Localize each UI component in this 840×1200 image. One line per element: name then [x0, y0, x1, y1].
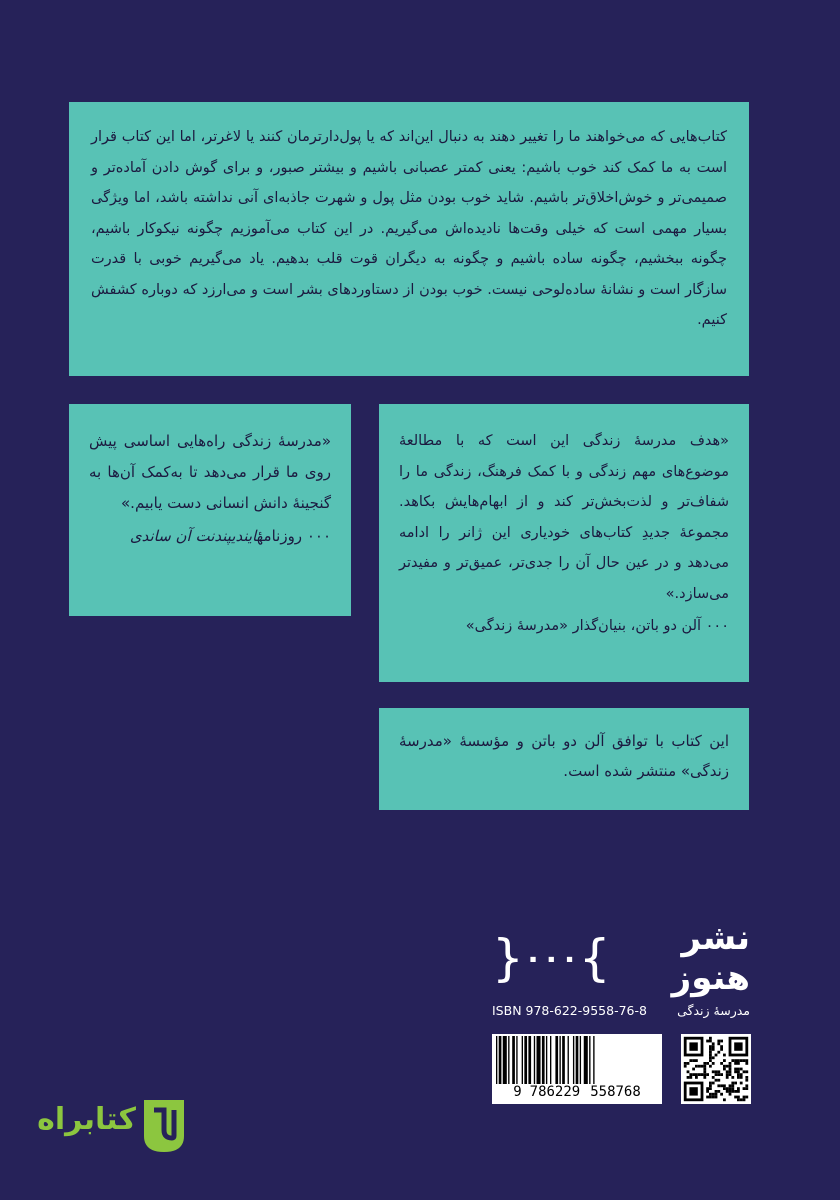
publication-notice-box	[379, 708, 749, 810]
barcode	[492, 1034, 662, 1104]
notice-text: این کتاب با توافق آلن دو باتن و مؤسسهٔ «مدرسهٔ زندگی» منتشر شده است.	[399, 732, 729, 780]
qr-code-icon	[681, 1034, 751, 1104]
bookmark-icon	[138, 1096, 190, 1156]
series-label: مدرسهٔ زندگی	[677, 1003, 750, 1018]
description-text: کتاب‌هایی که می‌خواهند ما را تغییر دهند به دنبال این‌اند که یا پول‌دارترمان کنند یا لاغرتر، اما این کتاب قرار است به ما کمک کند خوب باشیم: یعنی کمتر عصبانی باشیم و بیشتر صبور، و برای گوش دادن آماده‌تر و صمیمی‌تر و خوش‌اخلاق‌تر باشیم. شاید خوب بودن مثل پول و شهرت جاذبه‌ای آنی نداشته باشد، اما ویژگی بسیار مهمی است که خیلی وقت‌ها نادیده‌اش می‌گیریم. در این کتاب می‌آموزیم چگونه نیکوکار باشیم، چگونه ببخشیم، چگونه ساده باشیم و چگونه به دیگران قوت قلب بدهیم. یاد می‌گیریم خوبی با قدرت سازگار است و نشانهٔ ساده‌لوحی نیست. خوب بودن از دستاوردهای بشر است و می‌ارزد که دوباره کشفش کنیم.	[91, 129, 727, 328]
isbn-row	[492, 1003, 750, 1023]
quote-attribution: ۰۰۰ روزنامهٔایندیپندنت آن ساندی	[129, 527, 331, 545]
quote-text: «هدف مدرسهٔ زندگی این است که با مطالعهٔ موضوع‌های مهم زندگی و با کمک فرهنگ، زندگی ما را شفاف‌تر و لذت‌بخش‌تر کند و از ابهام‌هایش بکاهد. مجموعهٔ جدیدِ کتاب‌های خودیاری این ژانر را ادامه می‌دهد و در عین حال آن را جدی‌تر، عمیق‌تر و مفیدتر می‌سازد.»	[399, 433, 729, 602]
description-box	[69, 102, 749, 376]
quote-text: «مدرسهٔ زندگی راه‌هایی اساسی پیش روی ما قرار می‌دهد تا به‌کمک آن‌ها به گنجینهٔ دانش انسانی دست یابیم.»	[89, 432, 331, 512]
qr-code	[681, 1034, 751, 1104]
publisher-mark: ۰۰۰	[523, 940, 579, 976]
publisher-name: نشر هنوز	[671, 918, 750, 998]
ketabrah-logo	[37, 1094, 190, 1162]
publisher-logo: نشر هنوز { ۰۰۰ }	[492, 918, 750, 998]
barcode-number: 9 786229 558768	[513, 1084, 641, 1100]
quote-attribution: ۰۰۰ آلن دو باتن، بنیان‌گذار «مدرسهٔ زندگی»	[465, 618, 729, 634]
quote-box-independent	[69, 404, 351, 616]
logo-text: کتابراه	[37, 1102, 136, 1137]
quote-box-alain	[379, 404, 749, 682]
isbn-label: ISBN 978-622-9558-76-8	[492, 1003, 647, 1018]
barcode-bars	[496, 1036, 658, 1084]
